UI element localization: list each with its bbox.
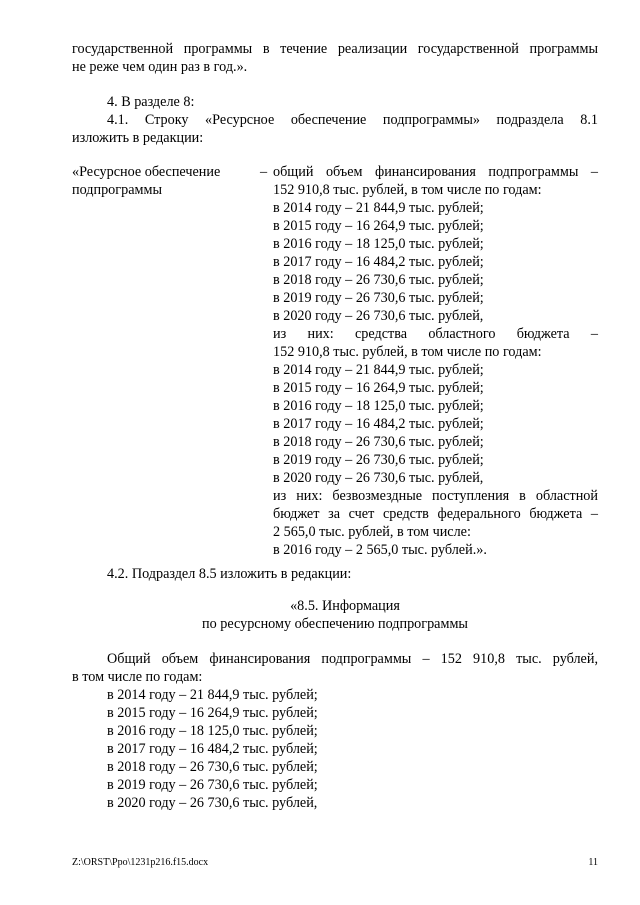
table-row-line: в 2019 году – 26 730,6 тыс. рублей; — [273, 290, 484, 306]
table-row-label-line-2: подпрограммы — [72, 182, 162, 198]
table-row-line: 152 910,8 тыс. рублей, в том числе по годам: — [273, 182, 542, 198]
year-line: в 2015 году – 16 264,9 тыс. рублей; — [107, 705, 318, 721]
table-row-line: в 2015 году – 16 264,9 тыс. рублей; — [273, 380, 484, 396]
section-8-5-title-line-1: «8.5. Информация — [290, 598, 400, 614]
table-row-line: в 2014 году – 21 844,9 тыс. рублей; — [273, 200, 484, 216]
intro-line-2: не реже чем один раз в год.». — [72, 59, 248, 75]
table-row-line: в 2018 году – 26 730,6 тыс. рублей; — [273, 272, 484, 288]
table-row-line: в 2016 году – 18 125,0 тыс. рублей; — [273, 398, 484, 414]
intro-line-1: государственной программы в течение реализации государственной программы — [72, 41, 598, 57]
year-line: в 2016 году – 18 125,0 тыс. рублей; — [107, 723, 318, 739]
table-row-dash: – — [260, 164, 268, 180]
section-8-5-para-line-1: Общий объем финансирования подпрограммы – 152 910,8 тыс. рублей, — [107, 651, 598, 667]
year-line: в 2014 году – 21 844,9 тыс. рублей; — [107, 687, 318, 703]
year-line: в 2017 году – 16 484,2 тыс. рублей; — [107, 741, 318, 757]
footer-file-path: Z:\ORST\Ppo\1231p216.f15.docx — [72, 857, 209, 868]
table-row-line: из них: безвозмездные поступления в областной — [273, 488, 598, 504]
section-4-heading: 4. В разделе 8: — [107, 94, 195, 110]
table-row-line: в 2020 году – 26 730,6 тыс. рублей, — [273, 308, 484, 324]
item-4-1-line-2: изложить в редакции: — [72, 130, 204, 146]
year-line: в 2019 году – 26 730,6 тыс. рублей; — [107, 777, 318, 793]
table-row-line: общий объем финансирования подпрограммы – — [273, 164, 598, 180]
table-row-line: 152 910,8 тыс. рублей, в том числе по годам: — [273, 344, 542, 360]
footer-page-number: 11 — [588, 857, 598, 868]
table-row-line: в 2014 году – 21 844,9 тыс. рублей; — [273, 362, 484, 378]
table-row-line: в 2017 году – 16 484,2 тыс. рублей; — [273, 416, 484, 432]
item-4-1-line-1: 4.1. Строку «Ресурсное обеспечение подпрограммы» подраздела 8.1 — [107, 112, 598, 128]
table-row-line: в 2020 году – 26 730,6 тыс. рублей, — [273, 470, 484, 486]
table-row-line: в 2018 году – 26 730,6 тыс. рублей; — [273, 434, 484, 450]
item-4-2: 4.2. Подраздел 8.5 изложить в редакции: — [107, 566, 352, 582]
table-row-label-line-1: «Ресурсное обеспечение — [72, 164, 221, 180]
table-row-line: в 2019 году – 26 730,6 тыс. рублей; — [273, 452, 484, 468]
table-row-line: в 2015 году – 16 264,9 тыс. рублей; — [273, 218, 484, 234]
year-line: в 2018 году – 26 730,6 тыс. рублей; — [107, 759, 318, 775]
year-line: в 2020 году – 26 730,6 тыс. рублей, — [107, 795, 318, 811]
table-row-line: в 2017 году – 16 484,2 тыс. рублей; — [273, 254, 484, 270]
table-row-line: бюджет за счет средств федерального бюджета – — [273, 506, 598, 522]
table-row-line: в 2016 году – 18 125,0 тыс. рублей; — [273, 236, 484, 252]
table-row-line: из них: средства областного бюджета – — [273, 326, 598, 342]
section-8-5-para-line-2: в том числе по годам: — [72, 669, 203, 685]
table-row-line: 2 565,0 тыс. рублей, в том числе: — [273, 524, 471, 540]
section-8-5-title-line-2: по ресурсному обеспечению подпрограммы — [202, 616, 468, 632]
table-row-line: в 2016 году – 2 565,0 тыс. рублей.». — [273, 542, 487, 558]
